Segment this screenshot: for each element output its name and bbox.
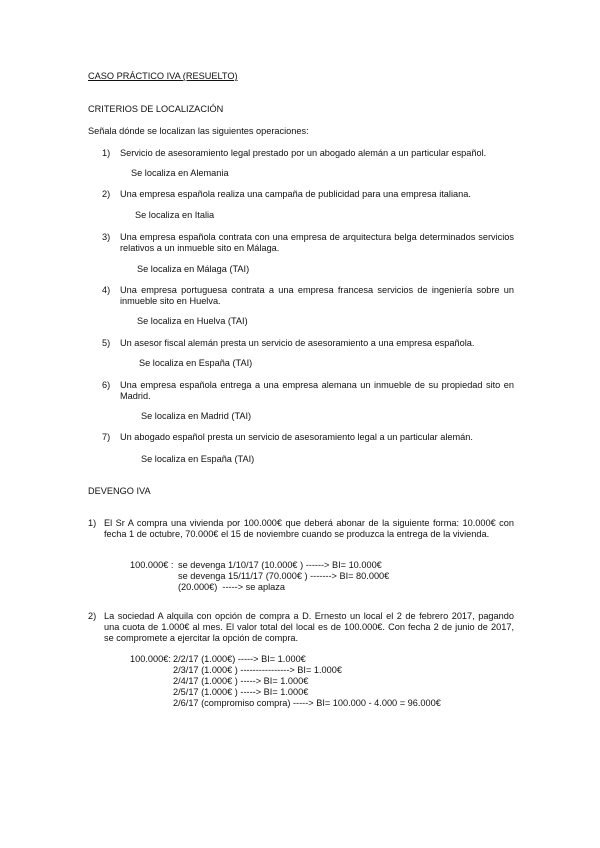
answer-text: Se localiza en Málaga (TAI) <box>137 264 250 274</box>
calc-line: 2/6/17 (compromiso compra) -----> BI= 100.000 - 4.000 = 96.000€ <box>173 698 441 708</box>
calc-line: 2/3/17 (1.000€ ) ----------------> BI= 1.000€ <box>173 665 342 675</box>
question-text: Una empresa española realiza una campaña de publicidad para una empresa italiana. <box>120 189 471 199</box>
answer-text: Se localiza en España (TAI) <box>141 454 255 464</box>
item-number: 6) <box>102 380 111 390</box>
section-heading-devengo: DEVENGO IVA <box>88 486 151 496</box>
question-text: Una empresa española entrega a una empresa alemana un inmueble de su propiedad sito en Madrid. <box>120 380 514 401</box>
calc-line: 2/5/17 (1.000€ ) -----> BI= 1.000€ <box>173 687 309 697</box>
question-text: La sociedad A alquila con opción de compra a D. Ernesto un local el 2 de febrero 2017, pagando una cuota de 1.000€ al mes. El valor total del local es de 100.000€. Con fecha 2 de junio de 2017, se compromete a ejercitar la opción de compra. <box>104 611 514 643</box>
item-number: 5) <box>102 338 111 348</box>
answer-text: Se localiza en Madrid (TAI) <box>141 411 252 421</box>
question-text: Servicio de asesoramiento legal prestado por un abogado alemán a un particular español. <box>120 148 487 158</box>
item-number: 3) <box>102 232 111 242</box>
item-number: 4) <box>102 285 111 295</box>
document-title: CASO PRÁCTICO IVA (RESUELTO) <box>88 71 238 81</box>
answer-text: Se localiza en Huelva (TAI) <box>137 316 248 326</box>
answer-text: Se localiza en Alemania <box>131 168 229 178</box>
amount-label: 100.000€ : <box>130 560 174 570</box>
section-intro: Señala dónde se localizan las siguientes operaciones: <box>88 126 309 136</box>
item-number: 1) <box>88 518 97 528</box>
item-number: 2) <box>88 611 97 621</box>
answer-text: Se localiza en España (TAI) <box>139 358 253 368</box>
calc-line: (20.000€) -----> se aplaza <box>178 582 285 592</box>
item-number: 1) <box>102 148 111 158</box>
question-text: El Sr A compra una vivienda por 100.000€ que deberá abonar de la siguiente forma: 10.000€ con fecha 1 de octubre, 70.000€ el 15 de noviembre cuando se produzca la entrega de la vivienda. <box>104 518 514 539</box>
calc-line: se devenga 15/11/17 (70.000€ ) -------> BI= 80.000€ <box>178 571 390 581</box>
question-text: Un asesor fiscal alemán presta un servicio de asesoramiento a una empresa española. <box>120 338 475 348</box>
item-number: 2) <box>102 189 111 199</box>
amount-label: 100.000€: <box>130 654 171 664</box>
question-text: Un abogado español presta un servicio de asesoramiento legal a un particular alemán. <box>120 432 473 442</box>
question-text: Una empresa portuguesa contrata a una empresa francesa servicios de ingeniería sobre un inmueble sito en Huelva. <box>120 285 514 306</box>
calc-line: se devenga 1/10/17 (10.000€ ) ------> BI= 10.000€ <box>178 560 382 570</box>
answer-text: Se localiza en Italia <box>135 210 215 220</box>
calc-line: 2/4/17 (1.000€ ) -----> BI= 1.000€ <box>173 676 309 686</box>
calc-line: 2/2/17 (1.000€) -----> BI= 1.000€ <box>173 654 306 664</box>
section-heading-localizacion: CRITERIOS DE LOCALIZACIÓN <box>88 104 224 114</box>
item-number: 7) <box>102 432 111 442</box>
question-text: Una empresa española contrata con una empresa de arquitectura belga determinados servicios relativos a un inmueble sito en Málaga. <box>120 232 514 253</box>
